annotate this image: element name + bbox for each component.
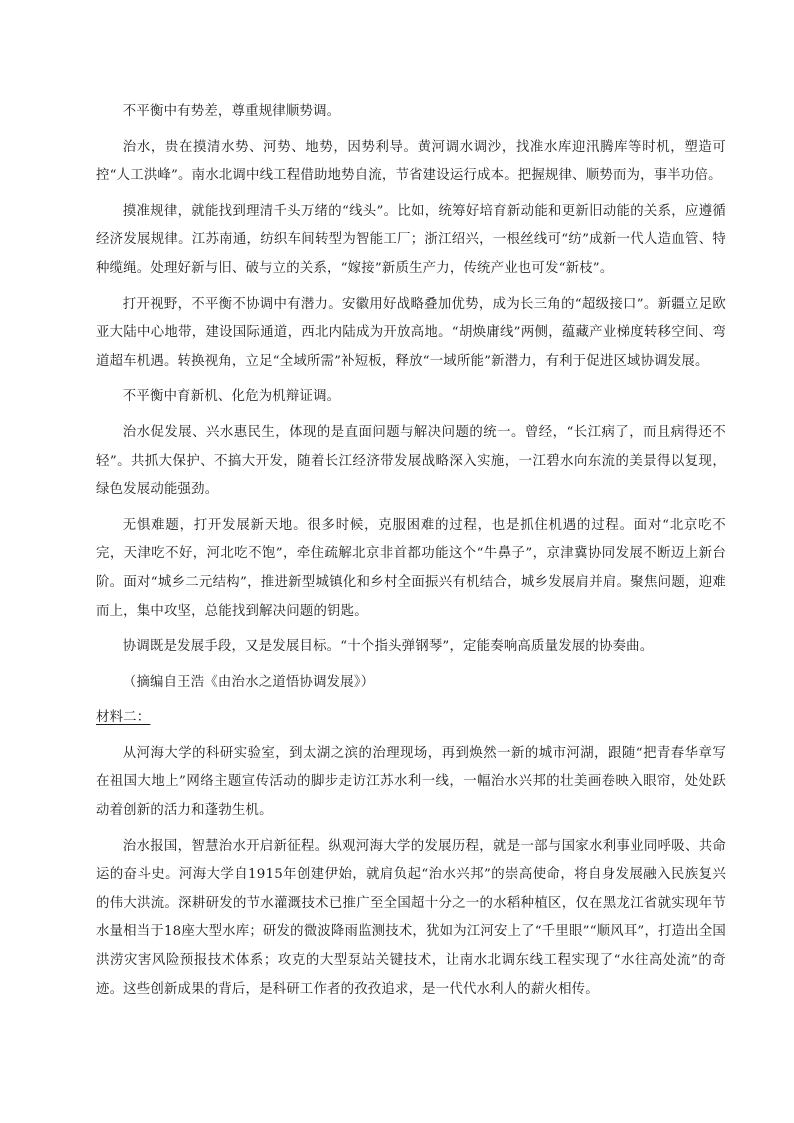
- body-paragraph: 摸准规律，就能找到理清千头万绪的“线头”。比如，统筹好培育新动能和更新旧动能的关系，应遵循经济发展规律。江苏南通，纺织车间转型为智能工厂；浙江绍兴，一根丝线可“纺”成新一代人造血管、特种缆绳。处理好新与旧、破与立的关系，“嫁接”新质生产力，传统产业也可发“新枝”。: [96, 203, 726, 276]
- section-heading-2: 不平衡中育新机、化危为机辩证调。: [122, 389, 341, 405]
- material-two-label: 材料二：: [96, 710, 151, 726]
- source-citation: （摘编自王浩《由治水之道悟协调发展》）: [122, 674, 375, 690]
- body-paragraph: 治水促发展、兴水惠民生，体现的是直面问题与解决问题的统一。曾经，“长江病了，而且病得还不轻”。共抓大保护、不搞大开发，随着长江经济带发展战略深入实施，一江碧水向东流的美景得以复现，绿色发展动能强劲。: [96, 424, 726, 498]
- body-paragraph: 协调既是发展手段，又是发展目标。“十个指头弹钢琴”，定能奏响高质量发展的协奏曲。: [122, 639, 654, 655]
- document-page: [96, 98, 726, 1011]
- section-heading-1: 不平衡中有势差，尊重规律顺势调。: [122, 104, 341, 119]
- body-paragraph: 打开视野，不平衡不协调中有潜力。安徽用好战略叠加优势，成为长三角的“超级接口”。新疆立足欧亚大陆中心地带，建设国际通道，西北内陆成为开放高地。“胡焕庸线”两侧，蕴藏产业梯度转移空间、弯道超车机遇。转换视角，立足“全域所需”补短板，释放“一域所能”新潜力，有利于促进区域协调发展。: [96, 296, 726, 369]
- body-paragraph: 无惧难题，打开发展新天地。很多时候，克服困难的过程，也是抓住机遇的过程。面对“北京吃不完，天津吃不好，河北吃不饱”，牵住疏解北京非首都功能这个“牛鼻子”，京津冀协同发展不断迈上新台阶。面对“城乡二元结构”，推进新型城镇化和乡村全面振兴有机结合，城乡发展肩并肩。聚焦问题，迎难而上，集中攻坚，总能找到解决问题的钥匙。: [96, 517, 726, 619]
- body-paragraph: 治水，贵在摸清水势、河势、地势，因势利导。黄河调水调沙，找准水库迎汛腾库等时机，塑造可控“人工洪峰”。南水北调中线工程借助地势自流，节省建设运行成本。把握规律、顺势而为，事半功倍。: [96, 139, 726, 184]
- body-paragraph: 治水报国，智慧治水开启新征程。纵观河海大学的发展历程，就是一部与国家水利事业同呼吸、共命运的奋斗史。河海大学自1915年创建伊始，就肩负起“治水兴邦”的崇高使命，将自身发展融入民族复兴的伟大洪流。深耕研发的节水灌溉技术已推广至全国超十分之一的水稻种植区，仅在黑龙江省就实现年节水量相当于18座大型水库；研发的微波降雨监测技术，犹如为江河安上了“千里眼”“顺风耳”，打造出全国洪涝灾害风险预报技术体系；攻克的大型泵站关键技术，让南水北调东线工程实现了“水往高处流”的奇迹。这些创新成果的背后，是科研工作者的孜孜追求，是一代代水利人的薪火相传。: [96, 838, 727, 997]
- body-paragraph: 从河海大学的科研实验室，到太湖之滨的治理现场，再到焕然一新的城市河湖，跟随“把青春华章写在祖国大地上”网络主题宣传活动的脚步走访江苏水利一线，一幅治水兴邦的壮美画卷映入眼帘，处处跃动着创新的活力和蓬勃生机。: [96, 745, 726, 819]
